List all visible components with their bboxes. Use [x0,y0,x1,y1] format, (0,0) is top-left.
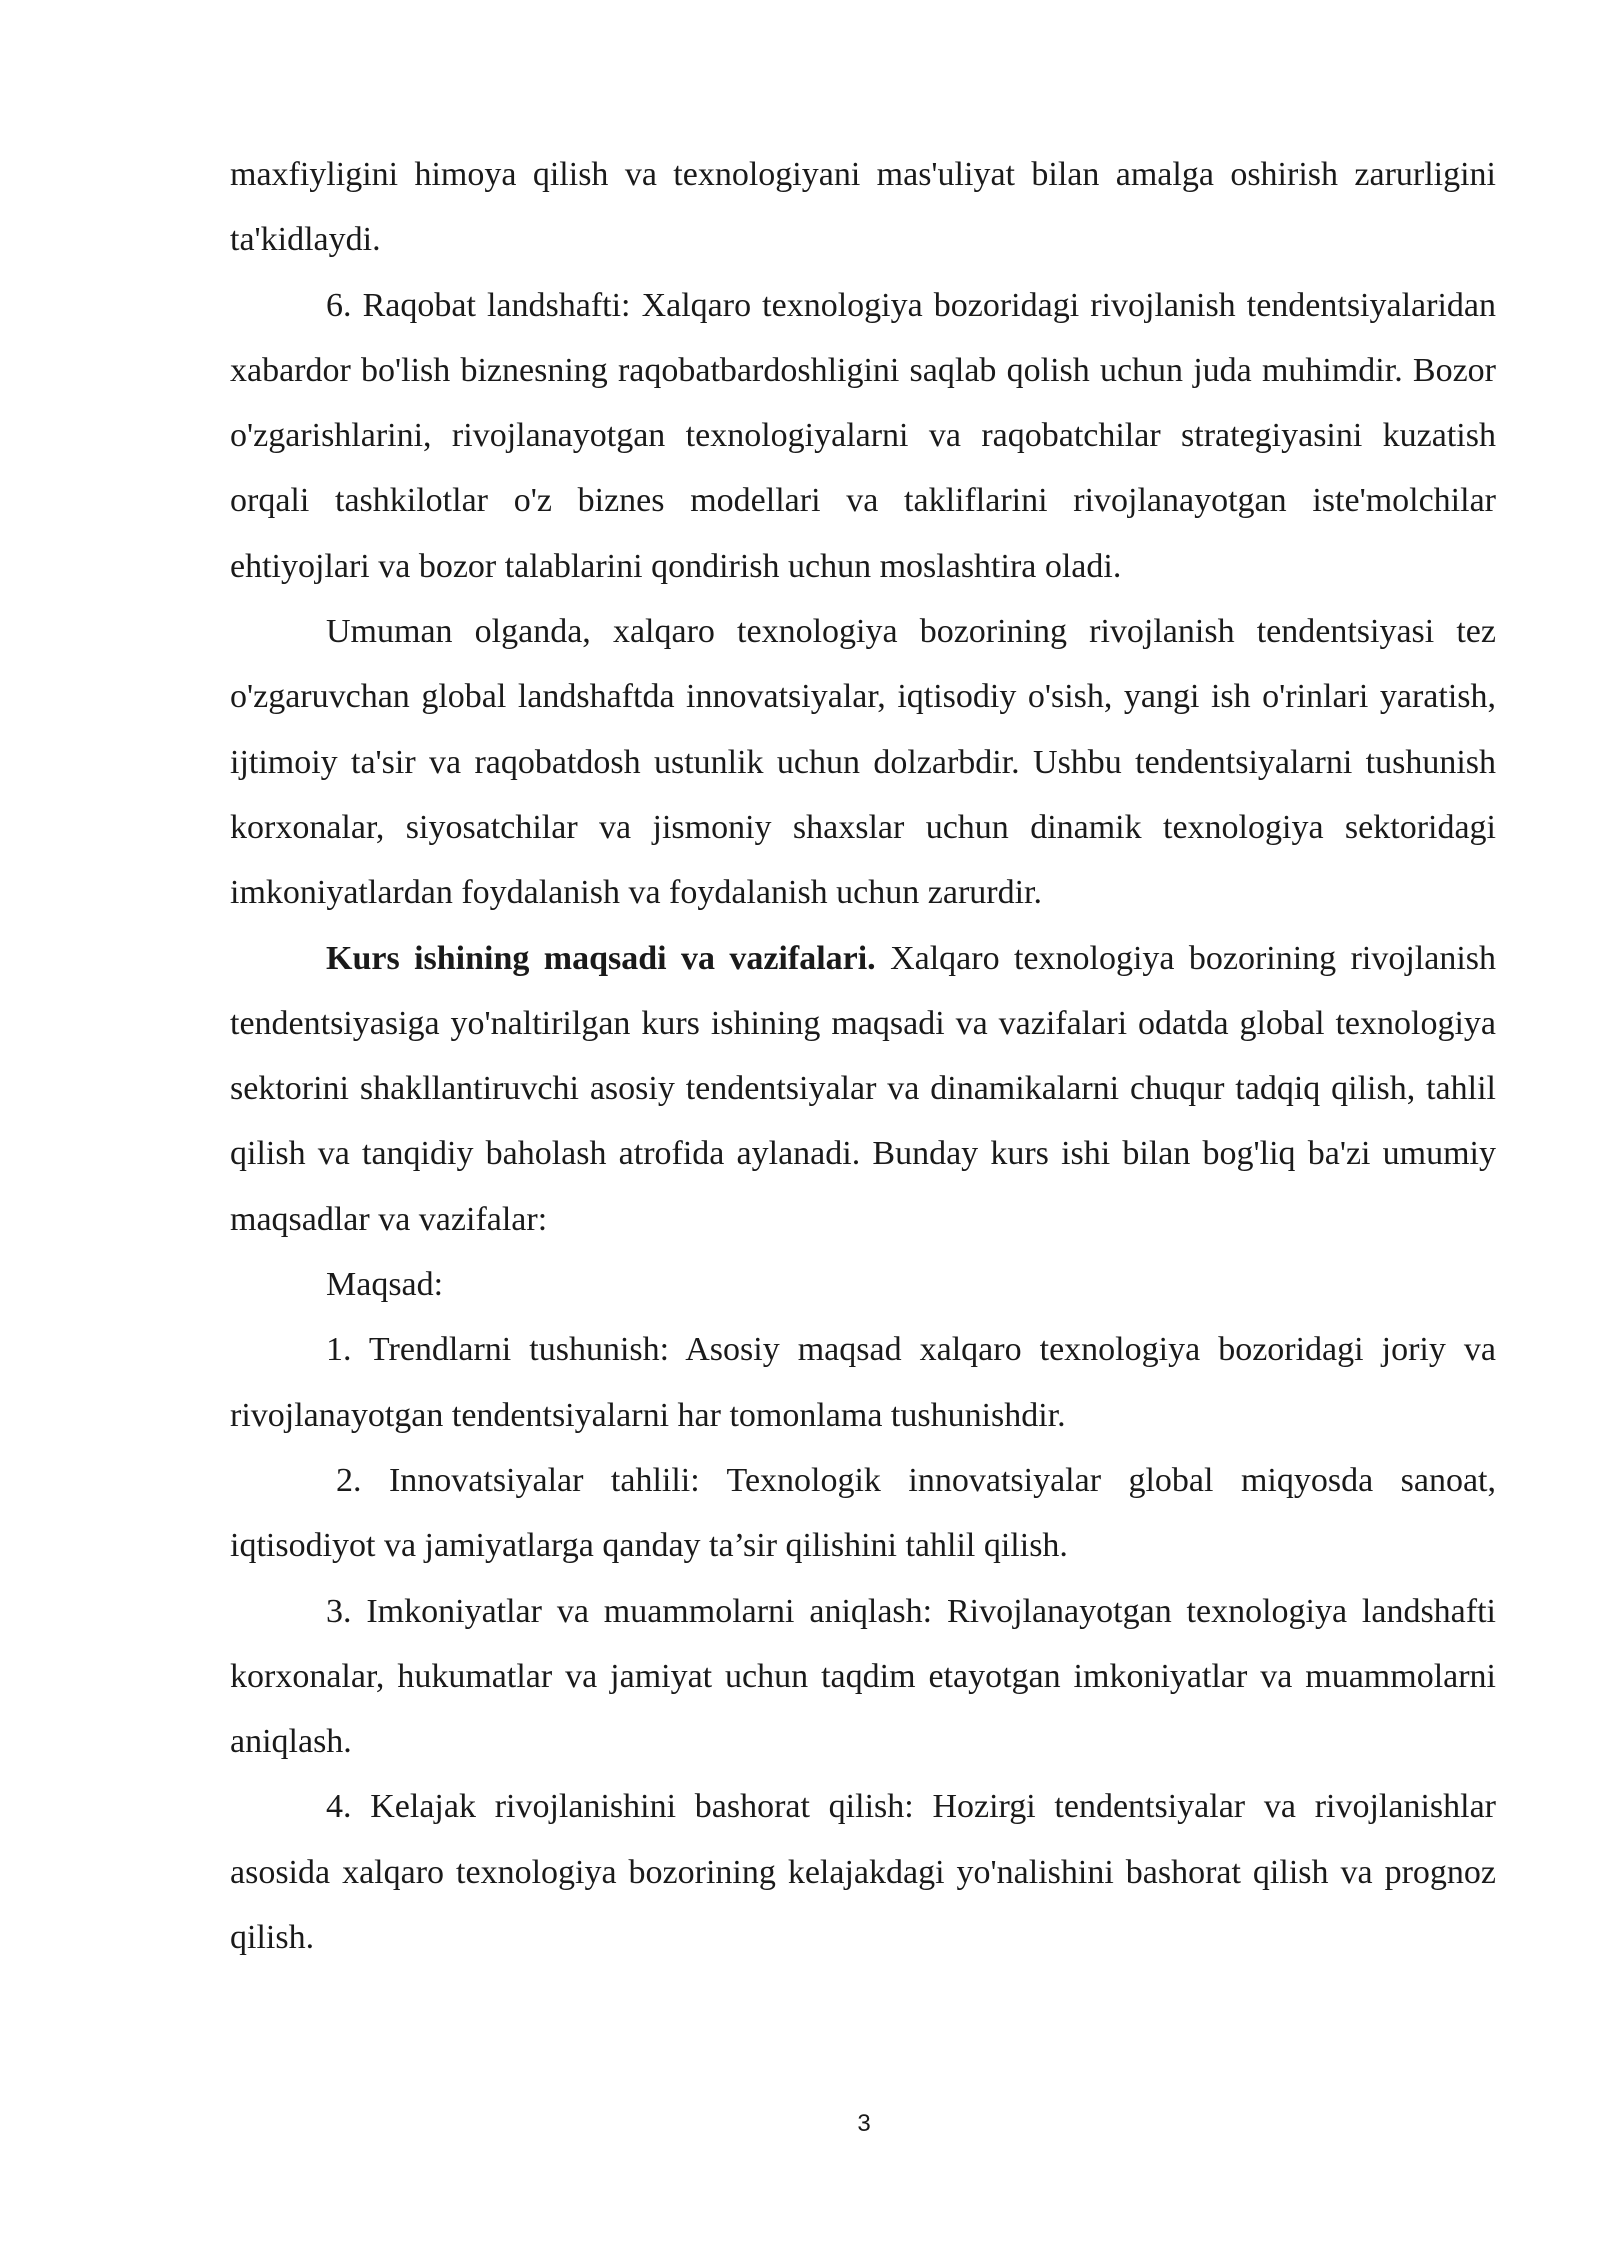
goal-item-3: 3. Imkoniyatlar va muammolarni aniqlash: Rivojlanayotgan texnologiya landshafti korxonalar, hukumatlar va jamiyat uchun taqdim etayotgan imkoniyatlar va muammolarni aniqlash. [230,1592,1496,1761]
paragraph-competitive-landscape: 6. Raqobat landshafti: Xalqaro texnologiya bozoridagi rivojlanish tendentsiyalaridan xabardor bo'lish biznesning raqobatbardoshligini saqlab qolish uchun juda muhimdir. Bozor o'zgarishlarini, rivojlanayotgan texnologiyalarni va raqobatchilar strategiyasini kuzatish orqali tashkilotlar o'z biznes modellari va takliflarini rivojlanayotgan iste'molchilar ehtiyojlari va bozor talablarini qondirish uchun moslashtira oladi. [230,286,1496,585]
page-number: 3 [857,2110,871,2137]
goal-item-1: 1. Trendlarni tushunish: Asosiy maqsad xalqaro texnologiya bozoridagi joriy va rivojlanayotgan tendentsiyalarni har tomonlama tushunishdir. [230,1331,1496,1434]
goal-label: Maqsad: [326,1266,444,1304]
paragraph-course-goals-text: Xalqaro texnologiya bozorining rivojlanish tendentsiyasiga yo'naltirilgan kurs ishining maqsadi va vazifalari odatda global texnologiya sektorini shakllantiruvchi asosiy tendentsiyalar va dinamikalarni chuqur tadqiq qilish, tahlil qilish va tanqidiy baholash atrofida aylanadi. Bunday kurs ishi bilan bog'liq ba'zi umumiy maqsadlar va vazifalar: [230,939,1496,1238]
paragraph-continuation: maxfiyligini himoya qilish va texnologiyani mas'uliyat bilan amalga oshirish zarurligini ta'kidlaydi. [230,156,1496,259]
goal-item-2: 2. Innovatsiyalar tahlili: Texnologik innovatsiyalar global miqyosda sanoat, iqtisodiyot va jamiyatlarga qanday ta’sir qilishini tahlil qilish. [230,1461,1496,1565]
page-body [230,142,1496,1970]
paragraph-course-goals [230,926,1496,1252]
goal-item-4: 4. Kelajak rivojlanishini bashorat qilish: Hozirgi tendentsiyalar va rivojlanishlar asosida xalqaro texnologiya bozorining kelajakdagi yo'nalishini bashorat qilish va prognoz qilish. [230,1788,1496,1957]
section-heading-course-goals: Kurs ishining maqsadi va vazifalari. [326,939,876,977]
paragraph-summary: Umuman olganda, xalqaro texnologiya bozorining rivojlanish tendentsiyasi tez o'zgaruvchan global landshaftda innovatsiyalar, iqtisodiy o'sish, yangi ish o'rinlari yaratish, ijtimoiy ta'sir va raqobatdosh ustunlik uchun dolzarbdir. Ushbu tendentsiyalarni tushunish korxonalar, siyosatchilar va jismoniy shaxslar uchun dinamik texnologiya sektoridagi imkoniyatlardan foydalanish va foydalanish uchun zarurdir. [230,613,1496,912]
